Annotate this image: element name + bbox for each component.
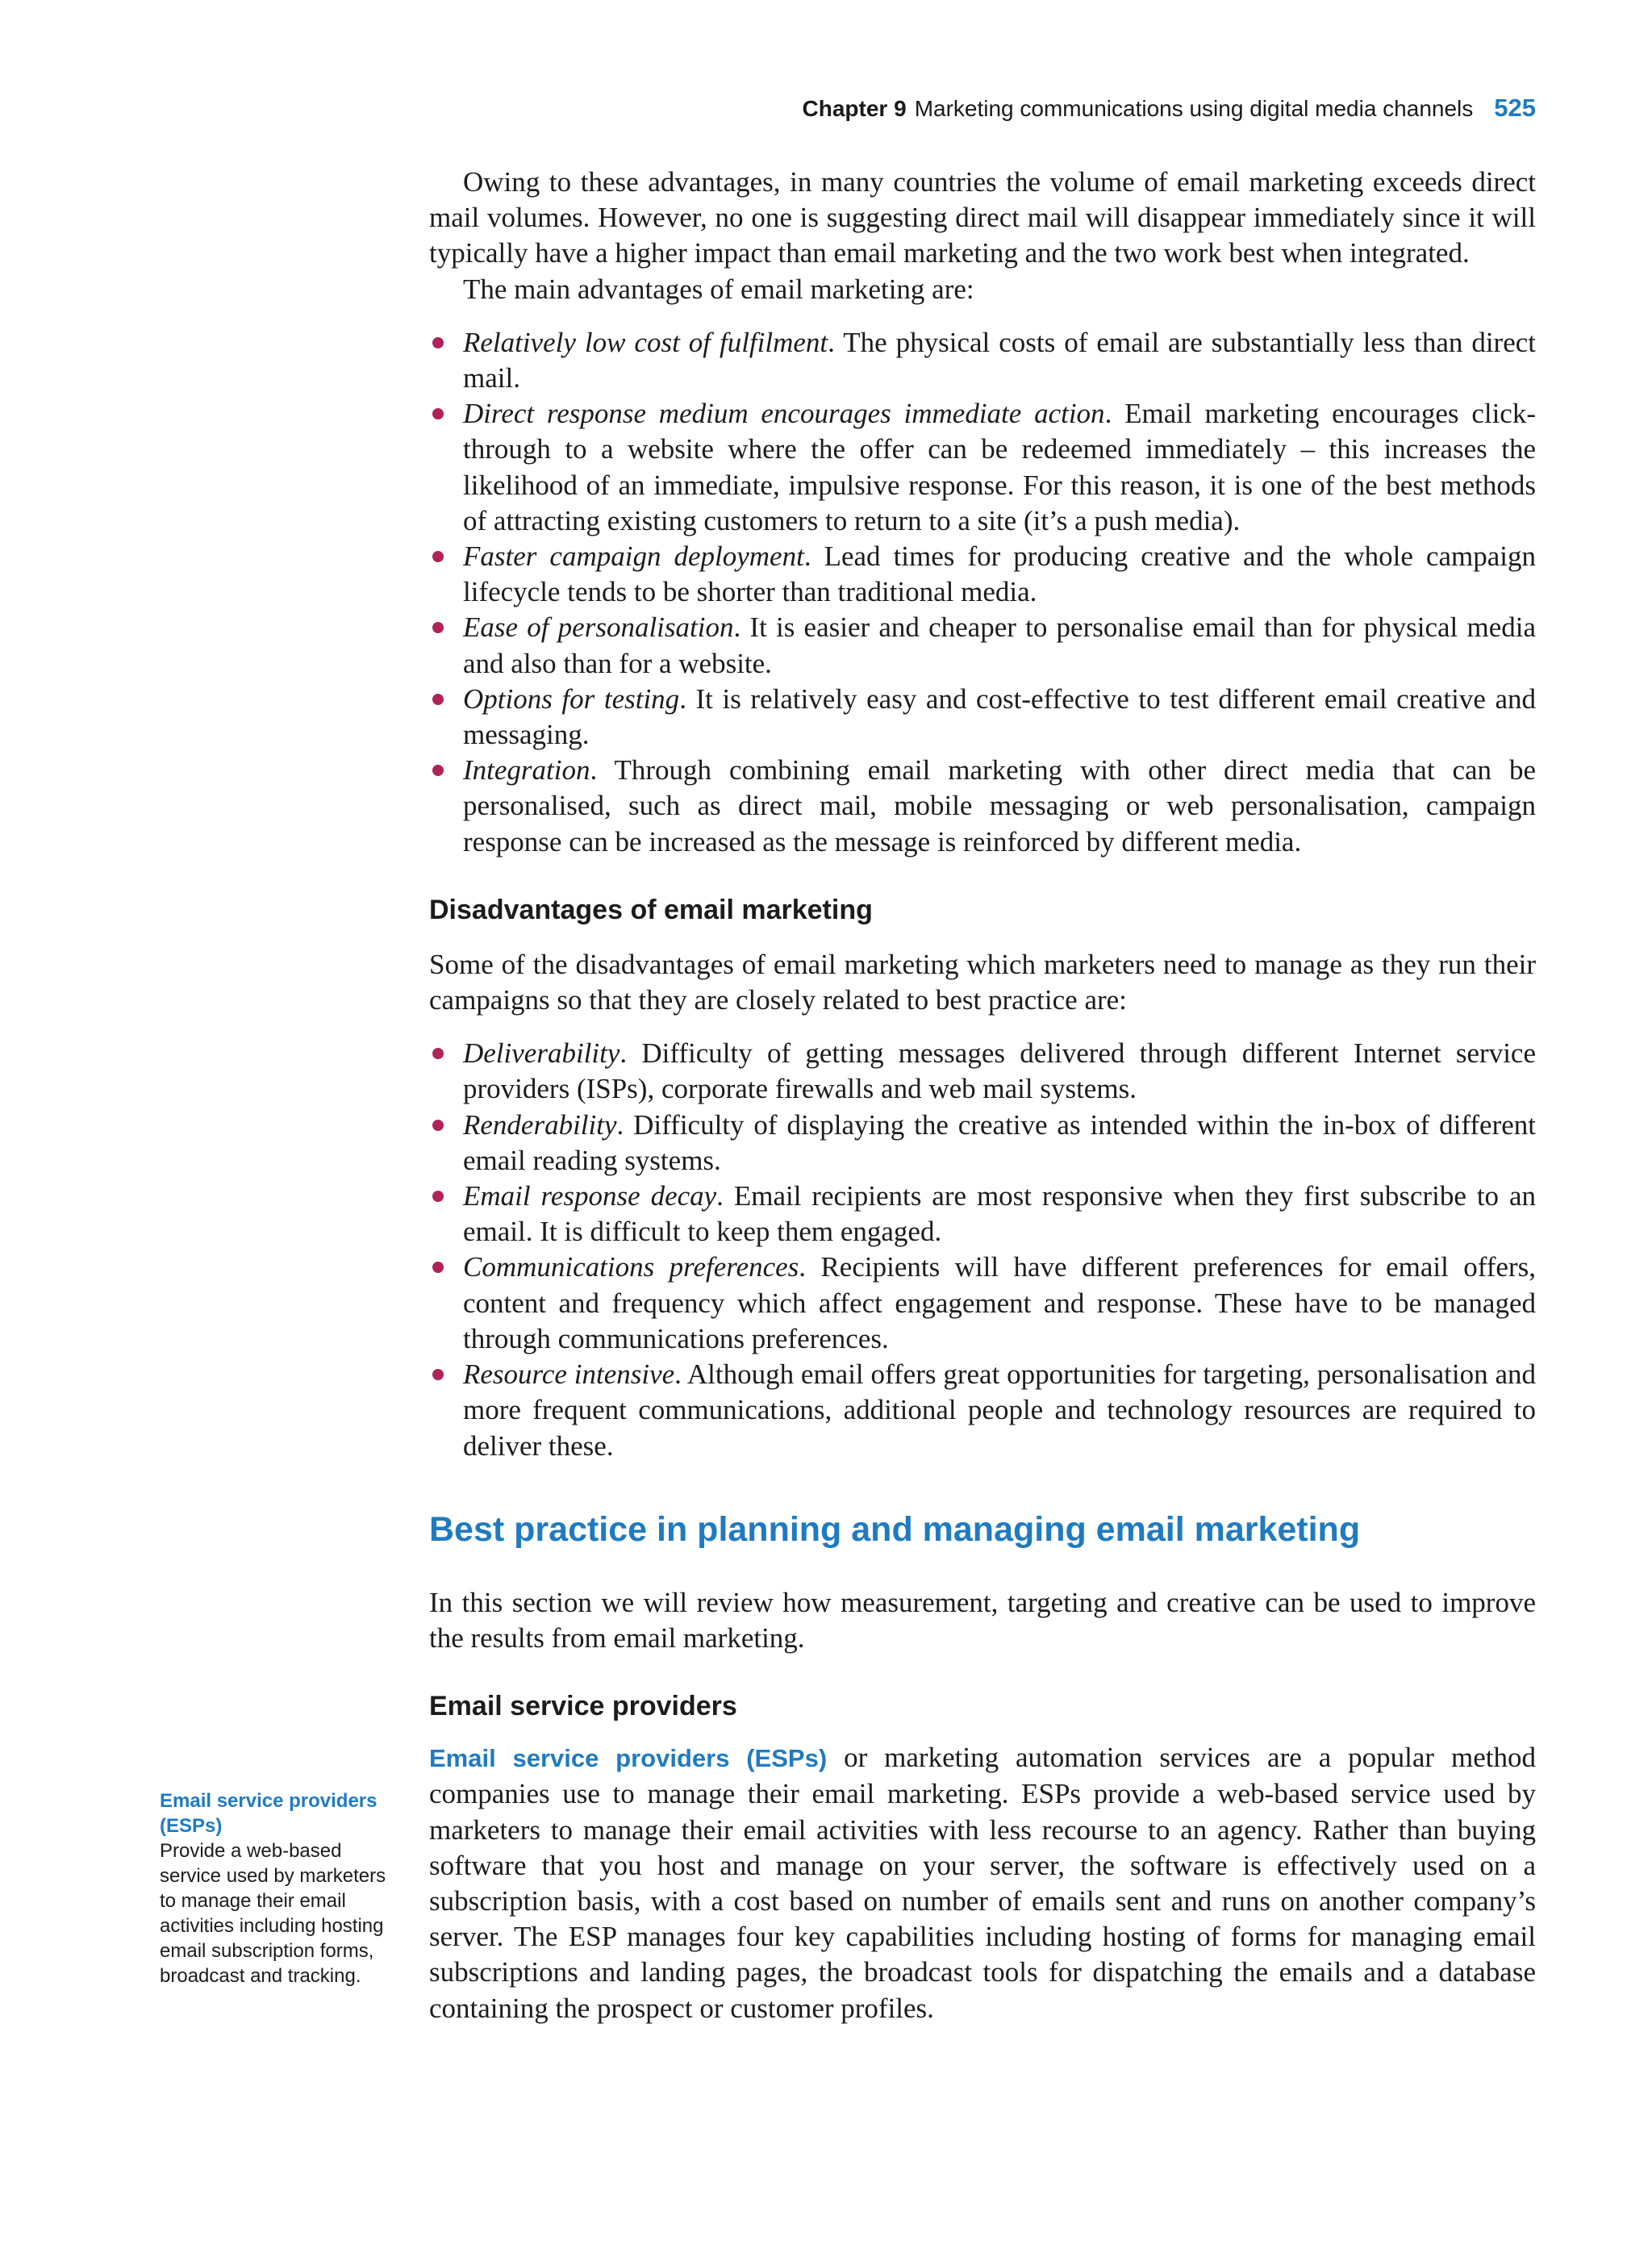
main-column [429,165,1536,2026]
bullet-icon [432,337,444,348]
bullet-icon [432,1048,444,1059]
list-item: Renderability. Difficulty of displaying the creative as intended within the in-box of different email reading systems. [429,1108,1536,1179]
list-item: Relatively low cost of fulfilment. The physical costs of email are substantially less than direct mail. [429,325,1536,396]
glossary-definition: Provide a web-based service used by marketers to manage their email activities including hosting email subscription forms, broadcast and tracking. [160,1840,386,1987]
list-item: Communications preferences. Recipients will have different preferences for email offers, content and frequency which affect engagement and response. These have to be managed through communications preferences. [429,1250,1536,1357]
advantages-list [429,325,1536,860]
list-item: Options for testing. It is relatively easy and cost-effective to test different email creative and messaging. [429,682,1536,753]
list-item: Ease of personalisation. It is easier and cheaper to personalise email than for physical media and also than for a website. [429,610,1536,681]
key-term: Email service providers (ESPs) [429,1744,828,1773]
list-item: Deliverability. Difficulty of getting messages delivered through different Internet service providers (ISPs), corporate firewalls and web mail systems. [429,1036,1536,1107]
list-item: Direct response medium encourages immediate action. Email marketing encourages click-through to a website where the offer can be redeemed immediately – this increases the likelihood of an immediate, impulsive response. For this reason, it is one of the best methods of attracting existing customers to return to a site (it’s a push media). [429,396,1536,539]
running-head [803,94,1536,123]
list-item: Faster campaign deployment. Lead times for producing creative and the whole campaign lifecycle tends to be shorter than traditional media. [429,539,1536,610]
bullet-icon [432,1191,444,1202]
best-practice-heading: Best practice in planning and managing email marketing [429,1509,1361,1549]
intro-paragraph: Owing to these advantages, in many countries the volume of email marketing exceeds direct mail volumes. However, no one is suggesting direct mail will disappear immediately since it will typically have a higher impact than email marketing and the two work best when integrated. [429,166,1536,269]
bullet-icon [432,1120,444,1131]
bullet-icon [432,1262,444,1273]
bullet-icon [432,551,444,562]
best-practice-intro: In this section we will review how measurement, targeting and creative can be used to improve the results from email marketing. [429,1586,1536,1654]
bullet-icon [432,622,444,633]
chapter-title: Marketing communications using digital media channels [914,96,1474,121]
disadvantages-heading: Disadvantages of email marketing [429,894,873,925]
chapter-label: Chapter 9 [802,96,907,121]
list-item: Integration. Through combining email marketing with other direct media that can be personalised, such as direct mail, mobile messaging or web personalisation, campaign response can be increased as the message is reinforced by different media. [429,753,1536,860]
disadvantages-list [429,1036,1536,1463]
esp-paragraph: Email service providers (ESPs) or marketing automation services are a popular method companies use to manage their email marketing. ESPs provide a web-based service used by marketers to manage their email activities with less recourse to an agency. Rather than buying software that you host and manage on your server, the software is effectively used on a subscription basis, with a cost based on number of emails sent and runs on another company’s server. The ESP manages four key capabilities including hosting of forms for managing email subscriptions and landing pages, the broadcast tools for dispatching the emails and a database containing the prospect or customer profiles. [429,1742,1536,2024]
bullet-icon [432,765,444,776]
bullet-icon [432,408,444,419]
esp-heading: Email service providers [429,1691,737,1722]
list-item: Resource intensive. Although email offers great opportunities for targeting, personalisation and more frequent communications, additional people and technology resources are required to deliver these. [429,1357,1536,1464]
page-number: 525 [1494,94,1536,122]
glossary-term: Email service providers (ESPs) [160,1790,378,1837]
margin-glossary-note [160,1788,402,1988]
disadvantages-intro: Some of the disadvantages of email marketing which marketers need to manage as they run their campaigns so that they are closely related to best practice are: [429,948,1536,1016]
list-item: Email response decay. Email recipients are most responsive when they first subscribe to an email. It is difficult to keep them engaged. [429,1179,1536,1250]
bullet-icon [432,1369,444,1380]
advantages-intro: The main advantages of email marketing are: [463,273,974,305]
bullet-icon [432,694,444,705]
